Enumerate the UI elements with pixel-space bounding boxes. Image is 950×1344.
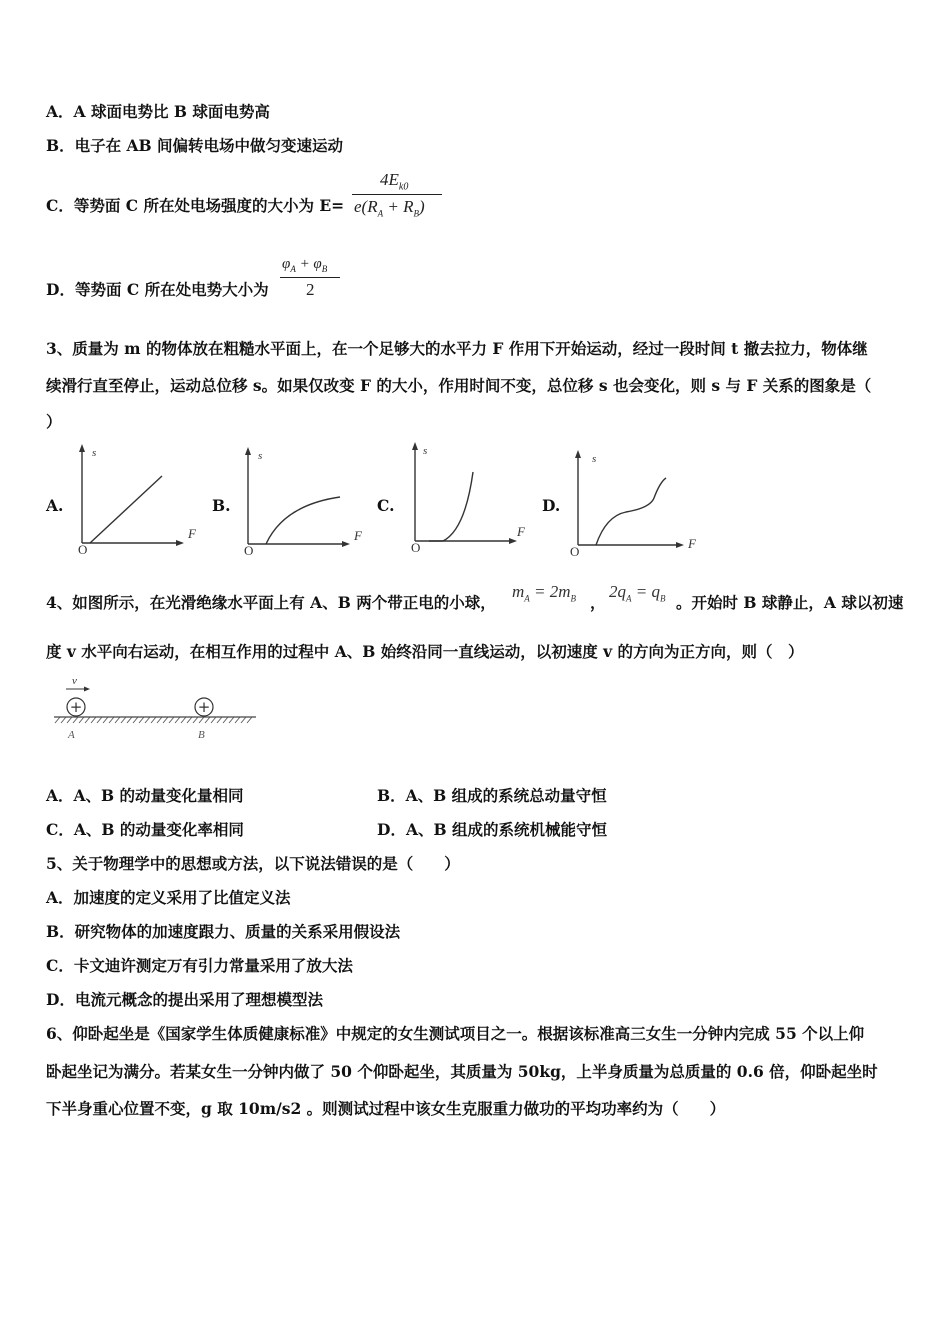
- curve-a: [90, 476, 162, 543]
- ground-hatching: [55, 717, 252, 723]
- phi-a: φ: [282, 256, 291, 272]
- q4-stem-line1a: 4、如图所示，在光滑绝缘水平面上有 A、B 两个带正电的小球，: [46, 593, 496, 612]
- q2-option-d-formula: [280, 256, 344, 306]
- formula-den-end: ): [418, 197, 425, 216]
- graph-c-label: C.: [377, 496, 395, 515]
- q4-option-b: B．A、B 组成的系统总动量守恒: [377, 786, 607, 805]
- q2-option-b: B．电子在 AB 间偏转电场中做匀变速运动: [46, 136, 344, 155]
- phi-b-sub: B: [321, 264, 328, 274]
- phi-plus: + φ: [295, 256, 322, 272]
- q4-stem-line2: 度 v 水平向右运动，在相互作用的过程中 A、B 始终沿同一直线运动，以初速度 v 的方向为正方向，则（ ）: [46, 642, 804, 661]
- q3-stem-line3: ）: [46, 412, 62, 431]
- velocity-label: v: [72, 675, 77, 687]
- ball-b-charge: +: [197, 698, 211, 716]
- graph-b-label: B.: [212, 496, 231, 515]
- phi-a-sub: A: [290, 264, 296, 274]
- q6-stem-line3: 下半身重心位置不变，g 取 10m/s2 。则测试过程中该女生克服重力做功的平均功率约为（ ）: [46, 1099, 726, 1118]
- q3-stem-line1: 3、质量为 m 的物体放在粗糙水平面上，在一个足够大的水平力 F 作用下开始运动，经过一段时间 t 撤去拉力，物体继: [46, 339, 868, 358]
- graph-d-x-label: F: [688, 536, 696, 551]
- graph-b-y-label: s: [258, 450, 263, 462]
- graph-c-x-label: F: [517, 524, 525, 539]
- eq2-sub-b: B: [659, 593, 666, 604]
- eq1-m: m: [512, 582, 525, 601]
- graph-a-x-label: F: [188, 526, 196, 541]
- fraction-bar: [352, 194, 442, 195]
- graph-c-y-label: s: [423, 445, 428, 457]
- q6-stem-line2: 卧起坐记为满分。若某女生一分钟内做了 50 个仰卧起坐，其质量为 50kg，上半身质量为总质量的 0.6 倍，仰卧起坐时: [46, 1062, 878, 1081]
- q3-stem-line2: 续滑行直至停止，运动总位移 s。如果仅改变 F 的大小，作用时间不变，总位移 s 也会变化，则 s 与 F 关系的图象是（: [46, 376, 872, 395]
- q5-stem: 5、关于物理学中的思想或方法，以下说法错误的是（ ）: [46, 854, 460, 873]
- graph-d-origin: O: [570, 544, 580, 559]
- formula-den-sub-b: B: [413, 208, 419, 219]
- graph-a-origin: O: [78, 542, 88, 557]
- eq2-mid: = q: [631, 582, 660, 601]
- graph-d: [566, 446, 706, 566]
- q4-option-c: C．A、B 的动量变化率相同: [46, 820, 244, 839]
- q2-option-a: A．A 球面电势比 B 球面电势高: [46, 102, 270, 121]
- fraction-bar: [280, 277, 340, 278]
- eq1-sub-a: A: [524, 593, 530, 604]
- q2-option-d: D．等势面 C 所在处电势大小为: [46, 280, 269, 299]
- eq2-q: 2q: [609, 582, 626, 601]
- q4-figure: [52, 672, 262, 744]
- q2-option-c: C．等势面 C 所在处电场强度的大小为 E=: [46, 196, 345, 215]
- q5-option-a: A．加速度的定义采用了比值定义法: [46, 888, 291, 907]
- ball-a-charge: +: [69, 698, 83, 716]
- formula-den-mid: + R: [383, 197, 414, 216]
- q4-equation-charge: [609, 582, 665, 603]
- formula-num-sub: k0: [398, 181, 409, 193]
- curve-c: [429, 472, 473, 541]
- graph-a-y-label: s: [92, 447, 97, 459]
- eq1-mid: = 2m: [529, 582, 571, 601]
- q4-equation-mass: [512, 582, 576, 603]
- graph-b-x-label: F: [354, 528, 362, 543]
- graph-c-origin: O: [411, 540, 421, 555]
- graph-d-label: D.: [542, 496, 561, 515]
- eq1-sub-b: B: [570, 593, 577, 604]
- q4-option-a: A．A、B 的动量变化量相同: [46, 786, 244, 805]
- formula-den-sub-a: A: [377, 208, 384, 219]
- ball-b-label: B: [198, 729, 205, 741]
- q4-comma: ，: [590, 593, 606, 612]
- q5-option-b: B．研究物体的加速度跟力、质量的关系采用假设法: [46, 922, 401, 941]
- graph-c: [403, 438, 543, 558]
- q4-stem-line1b: 。开始时 B 球静止，A 球以初速: [676, 593, 904, 612]
- graph-b: [236, 443, 376, 563]
- eq2-sub-a: A: [626, 593, 632, 604]
- graph-d-y-label: s: [592, 453, 597, 465]
- curve-d: [596, 478, 666, 545]
- formula-den-two: 2: [306, 280, 315, 299]
- q5-option-c: C．卡文迪许测定万有引力常量采用了放大法: [46, 956, 353, 975]
- graph-b-origin: O: [244, 543, 254, 558]
- q6-stem-line1: 6、仰卧起坐是《国家学生体质健康标准》中规定的女生测试项目之一。根据该标准高三女生一分钟内完成 55 个以上仰: [46, 1024, 865, 1043]
- q2-option-c-formula: [352, 170, 444, 224]
- formula-den: e(R: [354, 197, 378, 216]
- q5-option-d: D．电流元概念的提出采用了理想模型法: [46, 990, 323, 1009]
- graph-a-label: A.: [46, 496, 64, 515]
- curve-b: [266, 497, 340, 544]
- ball-a-label: A: [68, 729, 75, 741]
- q4-option-d: D．A、B 组成的系统机械能守恒: [377, 820, 607, 839]
- graph-a: [70, 440, 210, 560]
- formula-num: 4E: [380, 170, 399, 189]
